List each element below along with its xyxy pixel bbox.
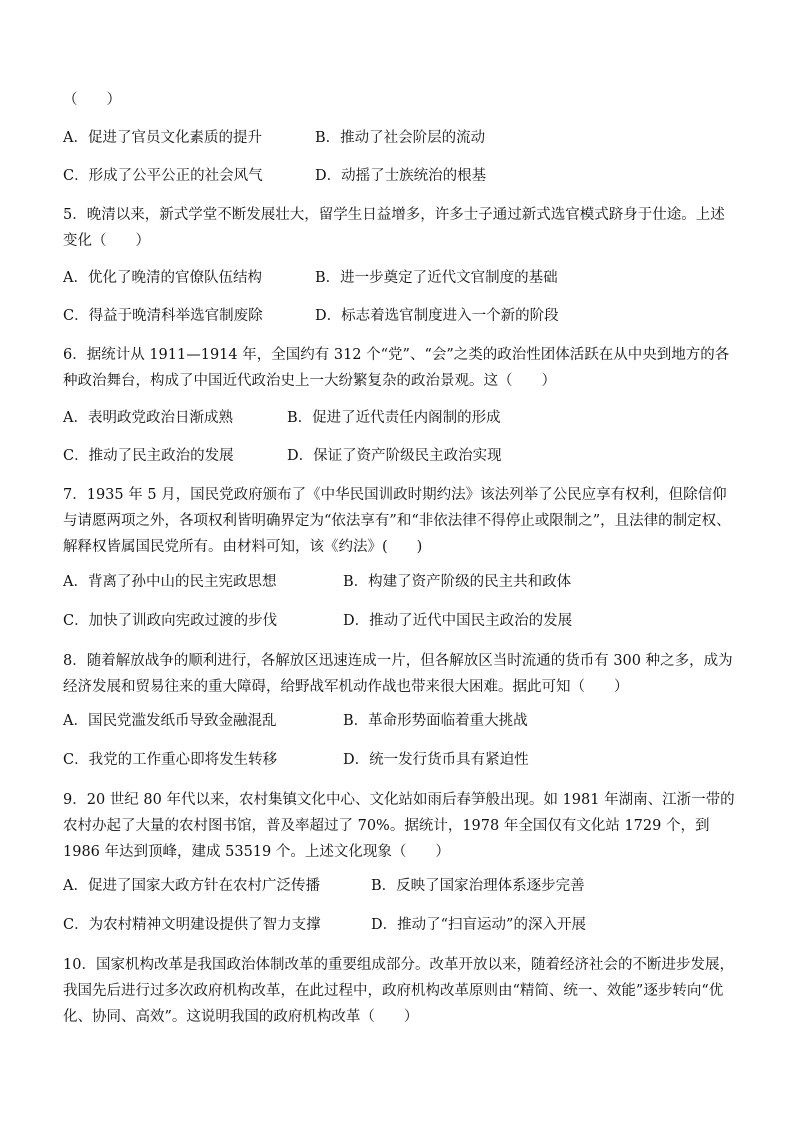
q5-option-a: A．优化了晚清的官僚队伍结构: [63, 270, 262, 286]
q7-option-a: A．背离了孙中山的民主宪政思想: [63, 574, 277, 590]
q5-option-b: B．进一步奠定了近代文官制度的基础: [315, 270, 558, 286]
q9-option-d: D．推动了“扫盲运动”的深入开展: [371, 917, 586, 933]
q10-stem: 10．国家机构改革是我国政治体制改革的重要组成部分。改革开放以来，随着经济社会的不断进步发展，我国先后进行过多次政府机构改革，在此过程中，政府机构改革原则由“精简、统一、效能”逐步转向“优化、协同、高效”。这说明我国的政府机构改革（ ）: [63, 957, 734, 1025]
q6-stem: 6．据统计从 1911—1914 年，全国约有 312 个“党”、“会”之类的政治性团体活跃在从中央到地方的各种政治舞台，构成了中国近代政治史上一大纷繁复杂的政治景观。这（ ）: [63, 347, 730, 389]
q7-option-b: B．构建了资产阶级的民主共和政体: [343, 574, 572, 590]
q5-option-c: C．得益于晚清科举选官制废除: [63, 308, 263, 324]
q7-option-c: C．加快了训政向宪政过渡的步伐: [63, 613, 278, 629]
q8-option-d: D．统一发行货币具有紧迫性: [343, 752, 529, 768]
q6-option-a: A．表明政党政治日渐成熟: [63, 410, 233, 426]
q4-option-b: B．推动了社会阶层的流动: [315, 130, 486, 146]
q8-option-b: B．革命形势面临着重大挑战: [343, 713, 528, 729]
q9-option-c: C．为农村精神文明建设提供了智力支撑: [63, 917, 321, 933]
q4-option-c: C．形成了公平公正的社会风气: [63, 168, 263, 184]
q6-option-c: C．推动了民主政治的发展: [63, 448, 234, 464]
q6-option-d: D．保证了资产阶级民主政治实现: [287, 448, 502, 464]
q9-option-b: B．反映了国家治理体系逐步完善: [371, 878, 585, 894]
q9-stem: 9．20 世纪 80 年代以来，农村集镇文化中心、文化站如雨后春笋般出现。如 1981 年湖南、江浙一带的农村办起了大量的农村图书馆，普及率超过了 70%。据统计，1978 年全国仅有文化站 1729 个，到 1986 年达到顶峰，建成 53519 个。上述文化现象（ ）: [63, 792, 735, 860]
q9-option-a: A．促进了国家大政方针在农村广泛传播: [63, 878, 320, 894]
q8-stem: 8．随着解放战争的顺利进行，各解放区迅速连成一片，但各解放区当时流通的货币有 300 种之多，成为经济发展和贸易往来的重大障碍，给野战军机动作战也带来很大困难。据此可知（ ）: [63, 653, 733, 695]
q7-option-d: D．推动了近代中国民主政治的发展: [343, 613, 573, 629]
q8-option-a: A．国民党滥发纸币导致金融混乱: [63, 713, 277, 729]
q4-option-a: A．促进了官员文化素质的提升: [63, 130, 262, 146]
q6-option-b: B．促进了近代责任内阁制的形成: [287, 410, 501, 426]
q5-stem: 5．晚清以来，新式学堂不断发展壮大，留学生日益增多，许多士子通过新式选官模式跻身于仕途。上述变化（ ）: [63, 207, 725, 249]
q7-stem: 7．1935 年 5 月，国民党政府颁布了《中华民国训政时期约法》该法列举了公民应享有权利，但除信仰与请愿两项之外，各项权利皆明确界定为“依法享有”和“非依法律不得停止或限制之”，且法律的制定权、解释权皆属国民党所有。由材料可知，该《约法》( ): [63, 487, 731, 555]
q4-tail: （ ）: [63, 92, 121, 108]
q4-option-d: D．动摇了士族统治的根基: [315, 168, 487, 184]
q8-option-c: C．我党的工作重心即将发生转移: [63, 752, 278, 768]
q5-option-d: D．标志着选官制度进入一个新的阶段: [315, 308, 559, 324]
